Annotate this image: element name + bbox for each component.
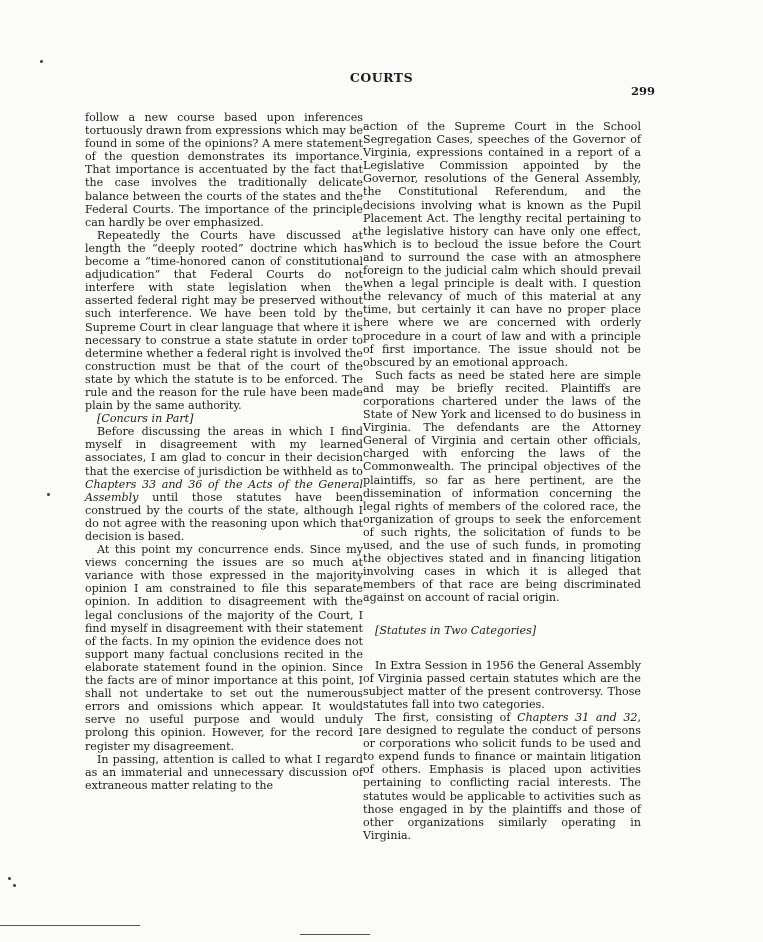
paragraph: In Extra Session in 1956 the General Assembly of Virginia passed certain statutes which are the subject matter of the present controversy. Those statutes fall into two categories. — [363, 658, 641, 711]
left-column — [85, 111, 363, 792]
scan-speck — [40, 60, 43, 63]
text-run: until those statutes have been construed by the courts of the state, although I do not agree with the reasoning upon which that decision is based. — [85, 490, 363, 543]
page-number: 299 — [631, 84, 656, 98]
italic-citation: Chapters 31 and 32, — [517, 710, 641, 724]
section-heading: [Concurs in Part] — [97, 412, 194, 426]
scan-speck — [47, 493, 50, 496]
scan-speck — [13, 884, 16, 887]
paragraph — [363, 711, 641, 842]
paragraph: follow a new course based upon inferences tortuously drawn from expressions which may be found in some of the opinions? A mere statement of the question demonstrates its importance. That importance is accentuated by the fact that the case involves the traditionally delicate balance between the courts of the states and the Federal Courts. The importance of the principle can hardly be over emphasized. — [85, 111, 363, 229]
scan-speck — [8, 877, 11, 880]
running-header: COURTS — [349, 70, 414, 85]
paragraph: In passing, attention is called to what I regard as an immaterial and unnecessary discussion of extraneous matter relating to the — [85, 752, 363, 792]
paragraph: At this point my concurrence ends. Since my views concerning the issues are so much at variance with those expressed in the majority opinion I am constrained to file this separate opinion. In addition to disagreement with the legal conclusions of the majority of the Court, I find myself in disagreement with their statement of the facts. In my opinion the evidence does not support many factual conclusions recited in the elaborate statement found in the opinion. Since the facts are of minor importance at this point, I shall not undertake to set out the numerous errors and omissions which appear. It would serve no useful purpose and would unduly prolong this opinion. However, for the record I register my disagreement. — [85, 543, 363, 753]
paragraph: Such facts as need be stated here are simple and may be briefly recited. Plaintiffs are corporations chartered under the laws of the State of New York and licensed to do business in Virginia. The defendants are the Attorney General of Virginia and certain other officials, charged with enforcing the laws of the Commonwealth. The principal objectives of the plaintiffs, so far as here pertinent, are the dissemination of information concerning the legal rights of members of the colored race, the organization of groups to seek the enforcement of such rights, the solicitation of funds to be used, and the use of such funds, in promoting the objectives stated and in financing litigation involving cases in which it is alleged that members of that race are being discriminated against on account of racial origin. — [363, 368, 641, 605]
scan-edge-line — [0, 925, 140, 926]
scan-edge-line — [300, 934, 370, 935]
text-run: Before discussing the areas in which I find myself in disagreement with my learned associates, I am glad to concur in their decision that the exercise of jurisdiction be withheld as to — [85, 425, 363, 478]
paragraph: Repeatedly the Courts have discussed at length the “deeply rooted” doctrine which has become a “time-honored canon of constitutional adjudication” that Federal Courts do not interfere with state legislation when the asserted federal right may be preserved without such interference. We have been told by the Supreme Court in clear language that where it is necessary to construe a state statute in order to determine whether a federal right is involved the construction must be that of the court of the state by which the statute is to be enforced. The rule and the reason for the rule have been made plain by the same authority. — [85, 228, 363, 413]
right-column — [363, 120, 641, 842]
text-run: are designed to regulate the conduct of persons or corporations who solicit funds to be used and to expend funds to finance or maintain litigation of others. Emphasis is placed upon activities pertaining to conflicting racial interests. The statutes would be applicable to activities such as those engaged in by the plaintiffs and those of other organizations similarly operating in Virginia. — [363, 724, 641, 842]
text-run: The first, consisting of — [375, 710, 518, 724]
section-heading: [Statutes in Two Categories] — [375, 624, 537, 638]
italic-citation: Chapters 33 and 36 of the Acts of the General Assembly — [85, 477, 363, 504]
paragraph — [85, 425, 363, 543]
paragraph: action of the Supreme Court in the School Segregation Cases, speeches of the Governor of Virginia, expressions contained in a report of a Legislative Commission appointed by the Governor, resolutions of the General Assembly, the Constitutional Referendum, and the decisions involving what is known as the Pupil Placement Act. The lengthy recital pertaining to the legislative history can have only one effect, which is to becloud the issue before the Court and to surround the case with an atmosphere foreign to the judicial calm which should prevail when a legal principle is dealt with. I question the relevancy of much of this material at any time, but certainly it can have no proper place here where we are concerned with orderly procedure in a court of law and with a principle of first importance. The issue should not be obscured by an emotional approach. — [363, 120, 641, 369]
